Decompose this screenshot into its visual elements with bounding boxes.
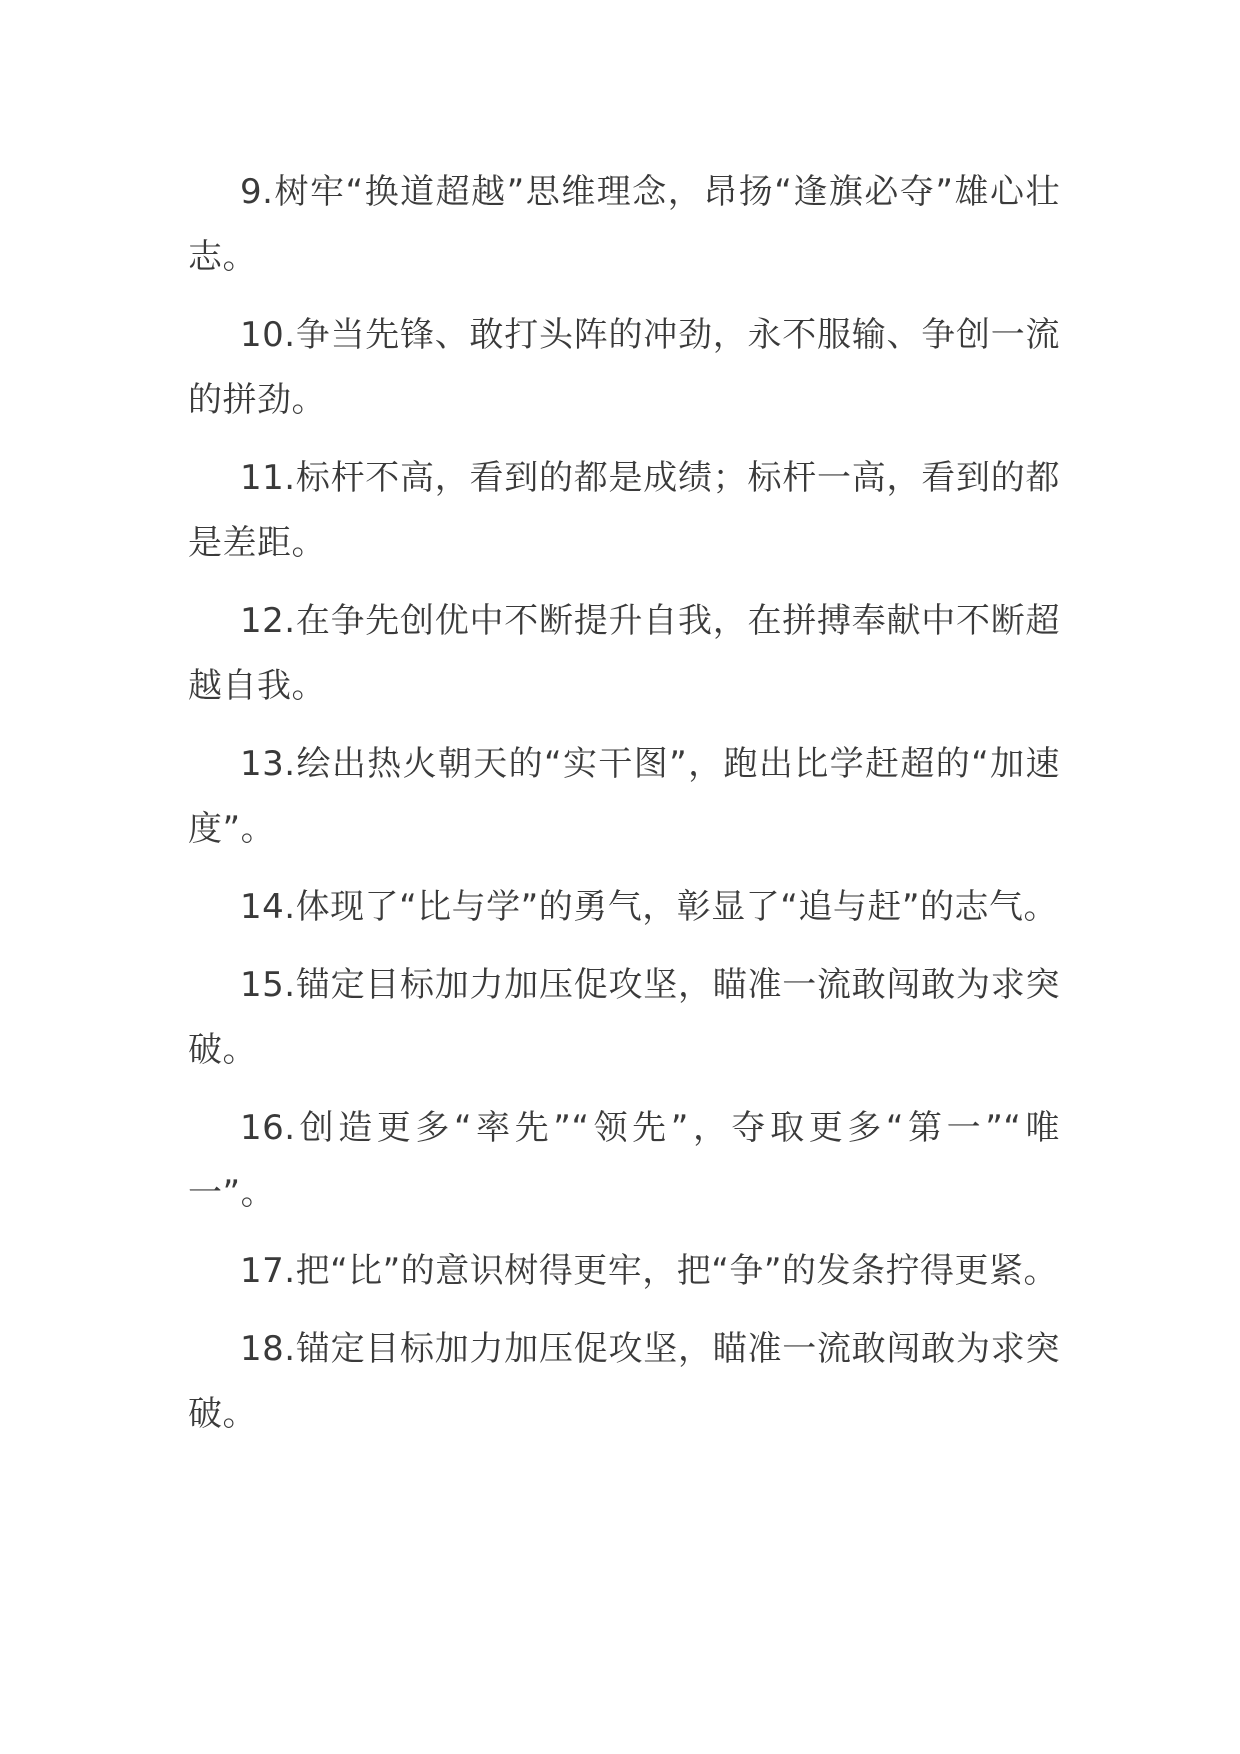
paragraph-12: 12.在争先创优中不断提升自我，在拼搏奉献中不断超越自我。 — [188, 601, 1060, 706]
paragraph-14: 14.体现了“比与学”的勇气，彰显了“追与赶”的志气。 — [240, 887, 1059, 927]
document-page — [188, 160, 1060, 1460]
paragraph-10: 10.争当先锋、敢打头阵的冲劲，永不服输、争创一流的拼劲。 — [188, 315, 1060, 420]
paragraph-13: 13.绘出热火朝天的“实干图”，跑出比学赶超的“加速度”。 — [188, 744, 1060, 849]
paragraph-18: 18.锚定目标加力加压促攻坚，瞄准一流敢闯敢为求突破。 — [188, 1329, 1060, 1434]
paragraph-17: 17.把“比”的意识树得更牢，把“争”的发条拧得更紧。 — [240, 1251, 1059, 1291]
paragraph-16: 16.创造更多“率先”“领先”，夺取更多“第一”“唯一”。 — [188, 1108, 1060, 1213]
paragraph-9: 9.树牢“换道超越”思维理念，昂扬“逢旗必夺”雄心壮志。 — [188, 172, 1060, 277]
paragraph-11: 11.标杆不高，看到的都是成绩；标杆一高，看到的都是差距。 — [188, 458, 1060, 563]
paragraph-15: 15.锚定目标加力加压促攻坚，瞄准一流敢闯敢为求突破。 — [188, 965, 1060, 1070]
